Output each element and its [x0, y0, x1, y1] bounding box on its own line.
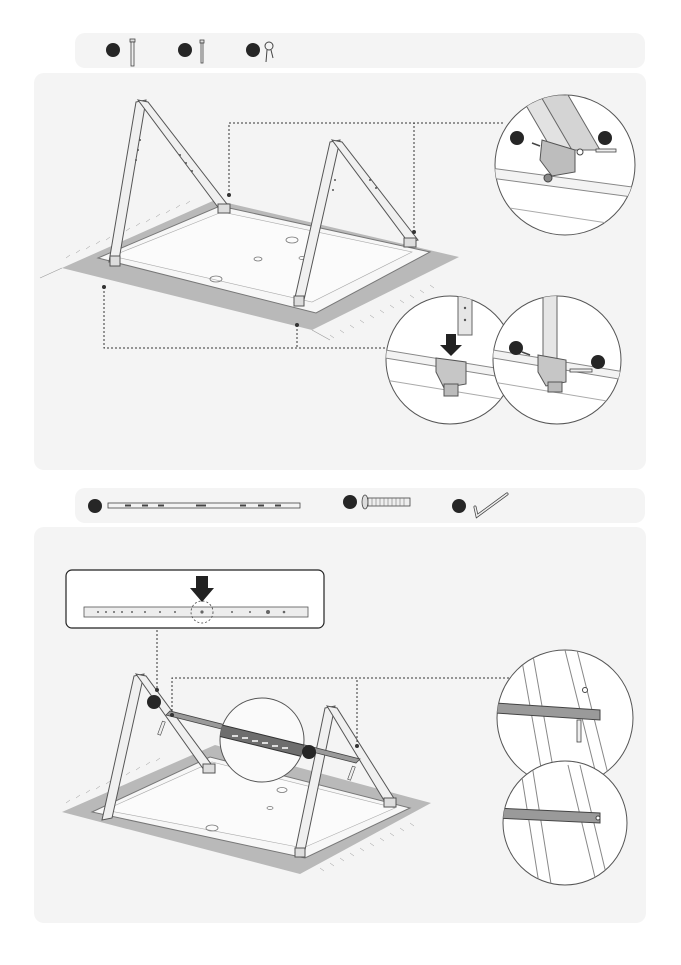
r-clip-icon [265, 42, 273, 62]
long-bolt-icon [130, 39, 135, 66]
rail-hole-inset [66, 570, 324, 628]
detail-bar-end-bottom [495, 761, 627, 890]
callout-badge-screw [302, 745, 316, 759]
callout-badge-pin-2 [591, 355, 605, 369]
screw-icon [362, 495, 410, 509]
callout-badge-pin [509, 341, 523, 355]
callout-badge-bolt [598, 131, 612, 145]
callout-leaders-2 [157, 630, 510, 746]
short-pin-icon [200, 40, 204, 63]
detail-bracket-bolt [493, 290, 625, 424]
callout-badge-clip [510, 131, 524, 145]
callout-badge-bar [147, 695, 161, 709]
detail-bracket-top [490, 95, 640, 235]
cross-bar-icon [108, 503, 300, 508]
